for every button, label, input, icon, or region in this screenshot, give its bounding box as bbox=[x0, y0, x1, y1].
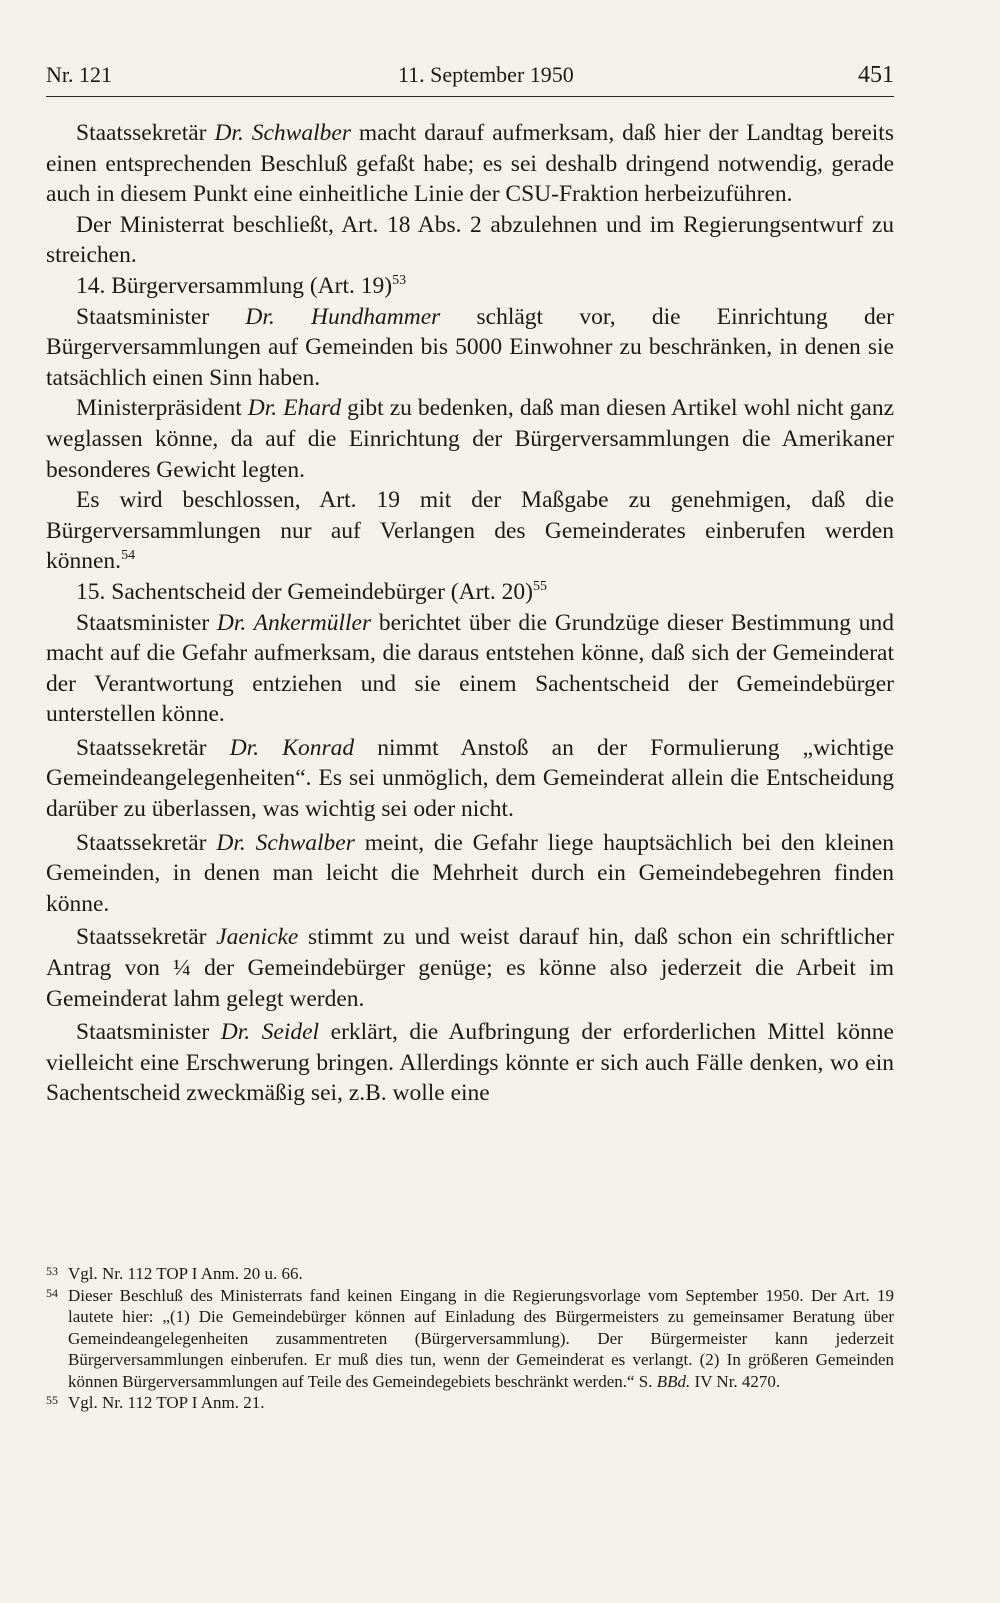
footnotes bbox=[46, 1263, 894, 1414]
paragraph: Staatssekretär Dr. Schwalber meint, die Gefahr liege hauptsächlich bei den kleinen Gemeinden, in denen man leicht die Mehrheit durch ein Gemeindebegehren finden könne. bbox=[46, 829, 894, 917]
speaker-name: Dr. Seidel bbox=[220, 1019, 320, 1046]
footnote-ref: 55 bbox=[533, 578, 548, 594]
section-heading-14: 14. Bürgerversammlung (Art. 19)$^{53}$ bbox=[76, 272, 407, 299]
speaker-name: Dr. Ehard bbox=[247, 395, 342, 422]
speaker-name: Dr. Hundhammer bbox=[245, 303, 441, 330]
footnote-number: 54 bbox=[46, 1285, 58, 1300]
footnote: 54 Dieser Beschluß des Ministerrats fand keinen Eingang in die Regierungsvorlage vom September 1950. Der Art. 19 lautete hier: „(1) Die Gemeindebürger können auf Einladung des Bürgermeisters zu gemeinsamer Beratung über Gemeindeangelegenheiten zusammentreten (Bürgerversammlung). Der Bürgermeister kann jederzeit Bürgerversammlungen einberufen. Er muß dies tun, wenn der Gemeinderat es verlangt. (2) In größeren Gemeinden können Bürgerversammlungen auf Teile des Gemeindegebiets beschränkt werden.“ S. BBd. IV Nr. 4270. bbox=[46, 1285, 894, 1393]
footnote: 53 Vgl. Nr. 112 TOP I Anm. 20 u. 66. bbox=[46, 1263, 894, 1285]
speaker-name: Jaenicke bbox=[216, 924, 299, 951]
paragraph: Staatssekretär Dr. Schwalber macht darauf aufmerksam, daß hier der Landtag bereits einen entsprechenden Beschluß gefaßt habe; es sei deshalb dringend notwendig, gerade auch in diesem Punkt eine einheitliche Linie der CSU-Fraktion herbeizuführen. bbox=[46, 120, 894, 208]
speaker-name: Dr. Ankermüller bbox=[216, 609, 372, 636]
page-number: 451 bbox=[858, 62, 894, 88]
footnote: 55 Vgl. Nr. 112 TOP I Anm. 21. bbox=[46, 1392, 894, 1414]
footnote-number: 55 bbox=[46, 1393, 58, 1407]
footnote-ref: 54 bbox=[121, 548, 136, 564]
paragraph: Der Ministerrat beschließt, Art. 18 Abs. 2 abzulehnen und im Regierungsentwurf zu streichen. bbox=[46, 211, 894, 269]
paragraph: Staatsminister Dr. Seidel erklärt, die Aufbringung der erforderlichen Mittel könne vielleicht eine Erschwerung bringen. Allerdings könnte er sich auch Fälle denken, wo ein Sachentscheid zweckmäßig sei, z.B. wolle eine bbox=[46, 1019, 894, 1107]
document-date: 11. September 1950 bbox=[398, 62, 574, 87]
body-text bbox=[46, 118, 894, 1109]
section-heading-15: 15. Sachentscheid der Gemeindebürger (Art. 20)$^{55}$ bbox=[76, 578, 548, 605]
footnote-ref: 53 bbox=[392, 272, 407, 288]
footnote-number: 53 bbox=[46, 1264, 58, 1278]
document-number: Nr. 121 bbox=[46, 62, 112, 87]
speaker-name: Dr. Schwalber bbox=[216, 829, 355, 856]
paragraph: Staatsminister Dr. Ankermüller berichtet über die Grundzüge dieser Bestimmung und macht auf die Gefahr aufmerksam, die daraus entstehen könne, daß sich der Gemeinderat der Verantwortung entziehen und sie einem Sachentscheid der Gemeindebürger unterstellen könne. bbox=[46, 609, 895, 728]
page-header bbox=[46, 58, 894, 97]
speaker-name: Dr. Schwalber bbox=[214, 120, 351, 146]
paragraph: Es wird beschlossen, Art. 19 mit der Maßgabe zu genehmigen, daß die Bürgerversammlungen nur auf Verlangen des Gemeinderates einberufen werden können.$^{54}$ bbox=[46, 487, 894, 575]
paragraph: Staatssekretär Jaenicke stimmt zu und weist darauf hin, daß schon ein schriftlicher Antrag von ¼ der Gemeindebürger genüge; es könne also jederzeit die Arbeit im Gemeinderat lahm gelegt werden. bbox=[46, 924, 894, 1012]
paragraph: Staatsminister Dr. Hundhammer schlägt vor, die Einrichtung der Bürgerversammlungen auf Gemeinden bis 5000 Einwohner zu beschränken, in denen sie tatsächlich einen Sinn haben. bbox=[46, 303, 894, 391]
speaker-name: Dr. Konrad bbox=[229, 734, 355, 761]
paragraph: Ministerpräsident Dr. Ehard gibt zu bedenken, daß man diesen Artikel wohl nicht ganz weglassen könne, da auf die Einrichtung der Bürgerversammlungen die Amerikaner besonderes Gewicht legten. bbox=[46, 395, 894, 483]
paragraph: Staatssekretär Dr. Konrad nimmt Anstoß an der Formulierung „wichtige Gemeindeangelegenheiten“. Es sei unmöglich, dem Gemeinderat allein die Entscheidung darüber zu überlassen, was wichtig sei oder nicht. bbox=[46, 734, 894, 823]
